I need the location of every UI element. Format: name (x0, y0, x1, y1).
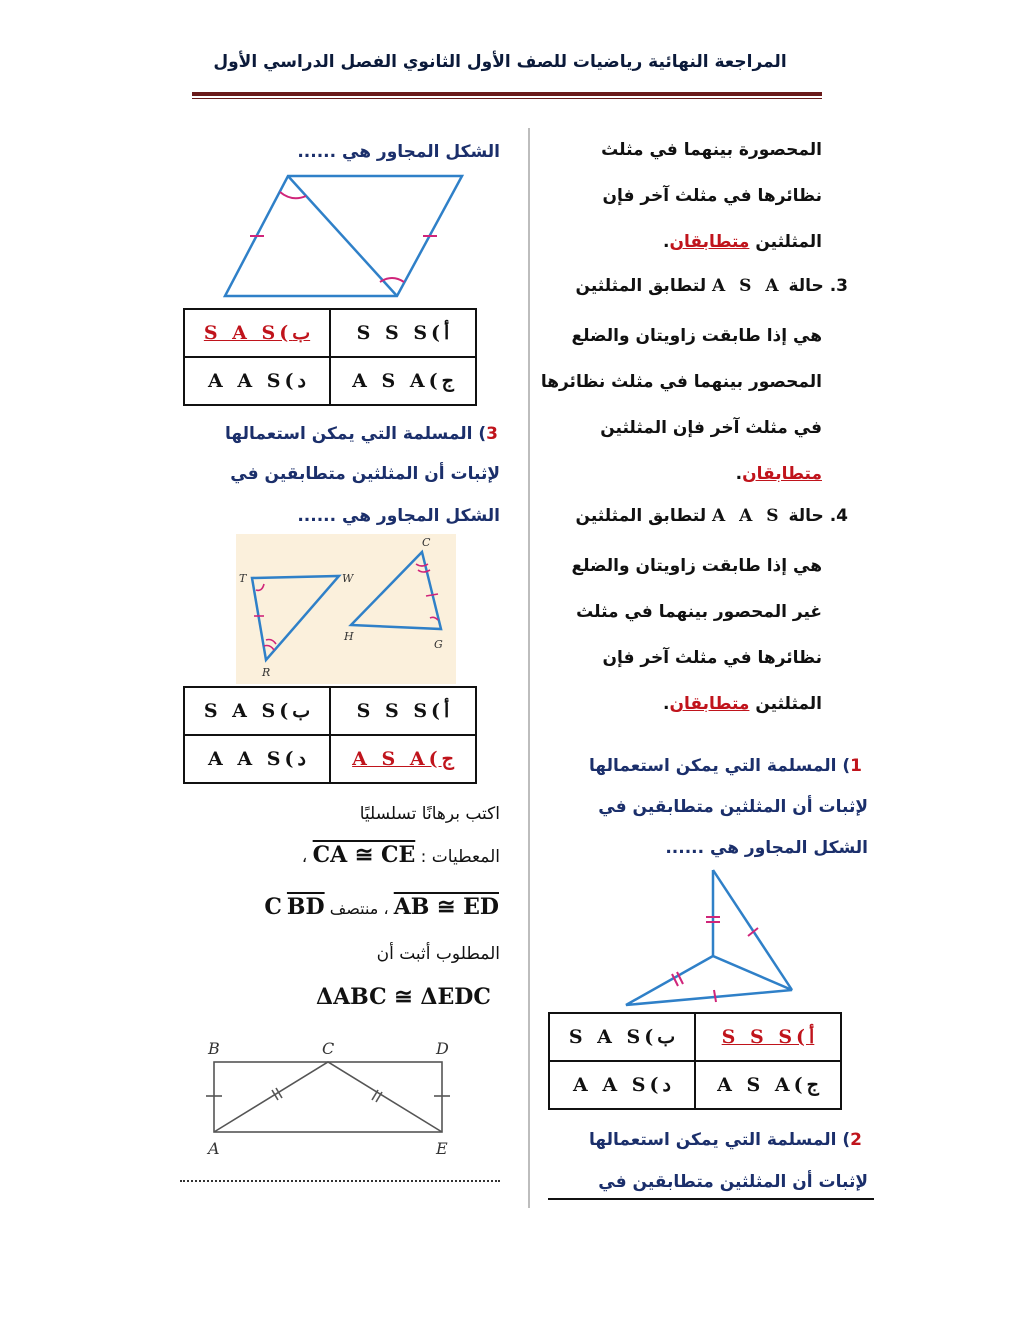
q2-option-d[interactable]: A A S(د (184, 357, 330, 405)
q3-line-2: لإثبات أن المثلثين متطابقين في (230, 464, 500, 484)
q3-line-3: الشكل المجاور هي ...... (297, 506, 500, 526)
q3-option-d[interactable]: A A S(د (184, 735, 330, 783)
q1-figure (610, 862, 820, 1012)
q1-option-a[interactable]: S S S(أ (695, 1013, 841, 1061)
case4-result: المثلثين متطابقان. (663, 694, 822, 714)
label-G: G (434, 638, 443, 651)
header-rule-thin (192, 98, 822, 99)
q1-option-b[interactable]: S A S(ب (549, 1013, 695, 1061)
proof-given-1: المعطيات : CA ≅ CE ، (301, 842, 500, 868)
intro-line-2: نظائرها في مثلث آخر فإن (602, 186, 822, 206)
q3-figure (236, 534, 456, 684)
label-B: B (208, 1039, 220, 1058)
q1-options (548, 1012, 842, 1110)
q2-figure (220, 170, 470, 302)
label-R: R (262, 666, 271, 679)
answer-dotted-line (180, 1180, 500, 1182)
label-C: C (322, 1039, 335, 1058)
q1-line-3: الشكل المجاور هي ...... (665, 838, 868, 858)
proof-figure (198, 1034, 466, 1162)
label-H: H (344, 630, 354, 643)
q1-option-d[interactable]: A A S(د (549, 1061, 695, 1109)
q2-option-a[interactable]: S S S(أ (330, 309, 476, 357)
q1-figure-lines (626, 870, 792, 1005)
case4-line-3: نظائرها في مثلث آخر فإن (602, 648, 822, 668)
case4-title: 4. حالة A A S لتطابق المثلثين (575, 506, 848, 526)
q2-options (183, 308, 477, 406)
case3-line-3: في مثلث آخر فإن المثلثين (600, 418, 822, 438)
page-header: المراجعة النهائية رياضيات للصف الأول الثانوي الفصل الدراسي الأول (213, 52, 787, 72)
label-T: T (239, 572, 247, 585)
label-W: W (342, 572, 354, 585)
case3-result: متطابقان. (735, 464, 822, 484)
label-E: E (436, 1139, 448, 1158)
intro-line-1: المحصورة بينهما في مثلث (601, 140, 822, 160)
q2-option-c[interactable]: A S A(ج (330, 357, 476, 405)
q1-option-c[interactable]: A S A(ج (695, 1061, 841, 1109)
column-divider (528, 128, 530, 1208)
label-D: D (436, 1039, 449, 1058)
q1-line-1: 1) المسلمة التي يمكن استعمالها (588, 756, 862, 776)
label-A: A (208, 1139, 220, 1158)
case4-line-2: غير المحصور بينهما في مثلث (576, 602, 822, 622)
intro-line-3: المثلثين متطابقان. (663, 232, 822, 252)
q3-option-a[interactable]: S S S(أ (330, 687, 476, 735)
proof-heading: اكتب برهانًا تسلسليًا (359, 804, 500, 824)
case4-line-1: هي إذا طابقت زاويتان والضلع (571, 556, 822, 576)
case3-title: 3. حالة A S A لتطابق المثلثين (575, 276, 848, 296)
proof-required: المطلوب أثبت أن (376, 944, 500, 964)
q3-option-c[interactable]: A S A(ج (330, 735, 476, 783)
q2-line-1: 2) المسلمة التي يمكن استعمالها (588, 1130, 862, 1150)
q3-line-1: 3) المسلمة التي يمكن استعمالها (224, 424, 498, 444)
q1-line-2: لإثبات أن المثلثين متطابقين في (598, 797, 868, 817)
q3-options (183, 686, 477, 784)
q2-tail: الشكل المجاور هي ...... (297, 142, 500, 162)
q2-diagonal (288, 176, 397, 296)
q3-option-b[interactable]: S A S(ب (184, 687, 330, 735)
header-rule (192, 92, 822, 96)
case3-line-2: المحصور بينهما في مثلث نظائرها (540, 372, 822, 392)
label-C: C (422, 536, 431, 549)
bottom-rule (548, 1198, 874, 1200)
q2-option-b[interactable]: S A S(ب (184, 309, 330, 357)
q2-line-2: لإثبات أن المثلثين متطابقين في (598, 1172, 868, 1192)
triangles-ACE (214, 1062, 442, 1132)
proof-given-2: AB ≅ ED ، منتصف C BD (264, 894, 499, 920)
proof-statement: ΔABC ≅ ΔEDC (316, 984, 491, 1010)
tick (714, 990, 716, 1002)
case3-line-1: هي إذا طابقت زاويتان والضلع (571, 326, 822, 346)
rectangle-ABDE (214, 1062, 442, 1132)
